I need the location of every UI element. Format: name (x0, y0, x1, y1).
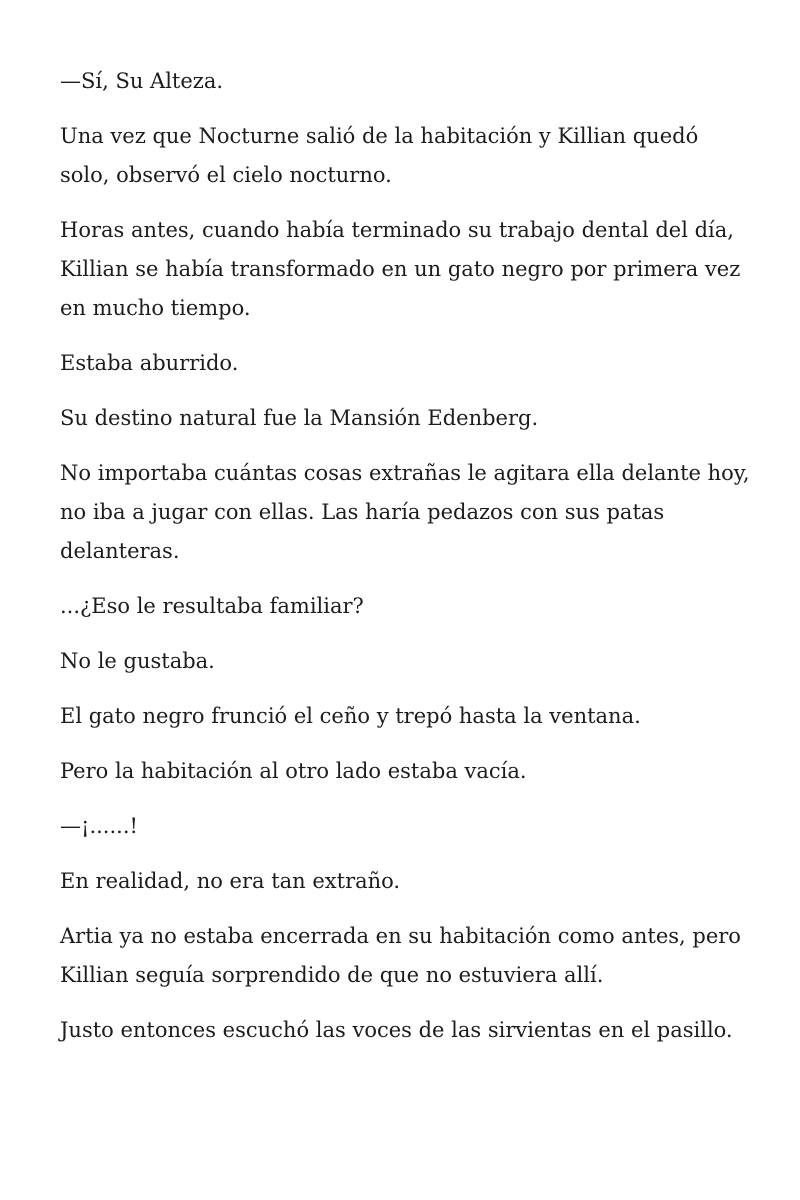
paragraph: No le gustaba. (60, 649, 215, 673)
paragraph: En realidad, no era tan extraño. (60, 869, 401, 893)
paragraph: ...¿Eso le resultaba familiar? (60, 594, 364, 618)
paragraph: —Sí, Su Alteza. (60, 69, 224, 93)
paragraph: No importaba cuántas cosas extrañas le agitara ella delante hoy, no iba a jugar con ellas. Las haría pedazos con sus patas delanteras. (60, 461, 750, 563)
paragraph: Justo entonces escuchó las voces de las sirvientas en el pasillo. (60, 1018, 733, 1042)
paragraph: Una vez que Nocturne salió de la habitación y Killian quedó solo, observó el cielo nocturno. (60, 124, 699, 187)
paragraph: El gato negro frunció el ceño y trepó hasta la ventana. (60, 704, 641, 728)
paragraph: Horas antes, cuando había terminado su trabajo dental del día, Killian se había transformado en un gato negro por primera vez en mucho tiempo. (60, 218, 741, 320)
paragraph: Su destino natural fue la Mansión Edenberg. (60, 406, 539, 430)
paragraph: Estaba aburrido. (60, 351, 239, 375)
paragraph: Artia ya no estaba encerrada en su habitación como antes, pero Killian seguía sorprendido de que no estuviera allí. (60, 924, 741, 987)
paragraph: —¡......! (60, 814, 138, 838)
paragraph: Pero la habitación al otro lado estaba vacía. (60, 759, 527, 783)
document-body (60, 62, 750, 1066)
